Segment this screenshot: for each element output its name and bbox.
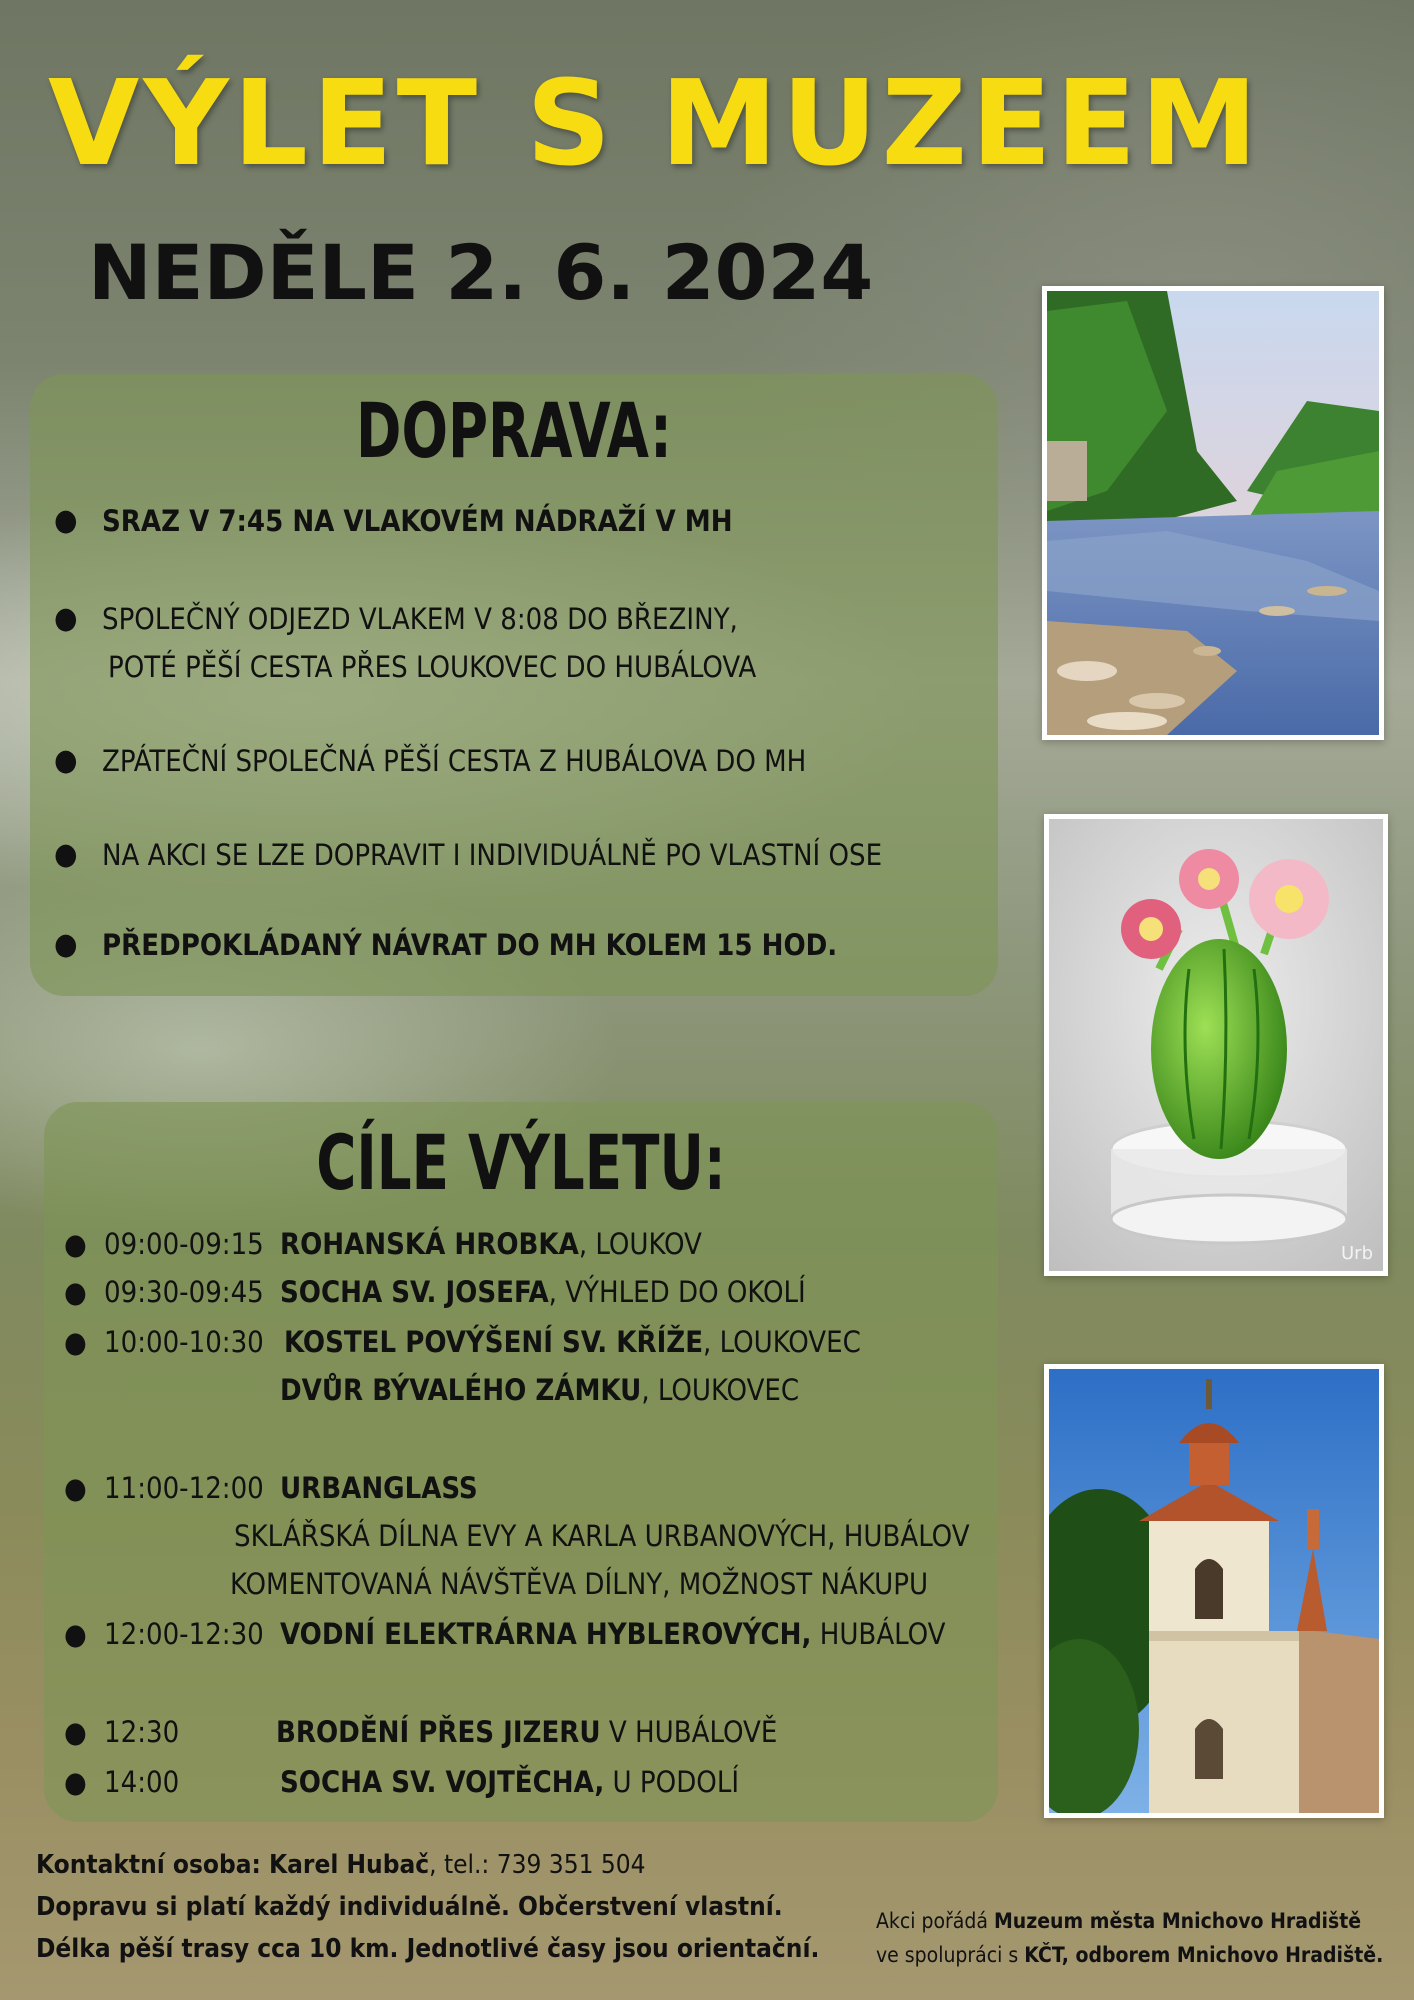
glass-cactus-image [1049,819,1383,1271]
bullet-icon: ● [54,927,78,962]
schedule-row: ● 12:00-12:30 VODNÍ ELEKTRÁRNA HYBLEROVÝCH, HUBÁLOV [64,1610,1004,1658]
urbanglass-note: KOMENTOVANÁ NÁVŠTĚVA DÍLNY, MOŽNOST NÁKUPU [230,1567,929,1601]
schedule-row: ● 12:30 BRODĚNÍ PŘES JIZERU V HUBÁLOVĚ [64,1708,1004,1756]
bullet-icon: ● [54,743,78,778]
bullet-icon: ● [54,503,78,538]
bullet-icon: ● [54,601,78,636]
transport-heading: DOPRAVA: [356,386,672,475]
bullet-icon: ● [64,1275,87,1309]
glass-cactus-photo [1044,814,1388,1276]
bullet-icon: ● [54,837,78,872]
bullet-icon: ● [64,1227,87,1261]
schedule-row: DVŮR BÝVALÉHO ZÁMKU, LOUKOVEC [280,1373,800,1407]
event-date: NEDĚLE 2. 6. 2024 [88,228,874,317]
destinations-heading: CÍLE VÝLETU: [316,1118,726,1207]
bullet-icon: ● [64,1471,87,1505]
church-tower-image [1049,1369,1379,1813]
transport-panel [30,374,998,996]
schedule-row: ● 09:30-09:45 SOCHA SV. JOSEFA, VÝHLED DO OKOLÍ [64,1268,1004,1316]
payment-note: Dopravu si platí každý individuálně. Občerstvení vlastní. [36,1892,783,1922]
urbanglass-note: SKLÁŘSKÁ DÍLNA EVY A KARLA URBANOVÝCH, HUBÁLOV [234,1519,970,1553]
transport-list: ● SRAZ V 7:45 NA VLAKOVÉM NÁDRAŽÍ V MH ● SPOLEČNÝ ODJEZD VLAKEM V 8:08 DO BŘEZINY, POTÉ PĚŠÍ CESTA PŘES LOUKOVEC DO HUBÁLOVA ● ZPÁTEČNÍ SPOLEČNÁ PĚŠÍ CESTA Z HUBÁLOVA DO MH ● NA AKCI SE LZE DOPRAVIT I INDIVIDUÁLNĚ PO VLASTNÍ OSE ● PŘEDPOKLÁDANÝ NÁVRAT DO MH KOLEM 15 HOD. [30,374,998,996]
church-tower-photo [1044,1364,1384,1818]
river-photo [1042,286,1384,740]
schedule-row: ● 14:00 SOCHA SV. VOJTĚCHA, U PODOLÍ [64,1758,1004,1806]
footer-info [36,1844,819,1970]
bullet-icon: ● [64,1325,87,1359]
bullet-icon: ● [64,1765,87,1799]
organizer-line: Akci pořádá Muzeum města Mnichovo Hradiště [876,1909,1362,1933]
bullet-icon: ● [64,1715,87,1749]
signature-icon: Urb [1341,1243,1374,1264]
organizer-info [876,1904,1383,1972]
poster-title: VÝLET S MUZEEM [48,54,1262,192]
contact-line: Kontaktní osoba: Karel Hubač, tel.: 739 351 504 [36,1850,646,1880]
distance-note: Délka pěší trasy cca 10 km. Jednotlivé časy jsou orientační. [36,1934,820,1964]
cooperation-line: ve spolupráci s KČT, odborem Mnichovo Hradiště. [876,1943,1384,1967]
schedule-row: ● 11:00-12:00 URBANGLASS [64,1464,1004,1512]
schedule-row: ● 09:00-09:15 ROHANSKÁ HROBKA, LOUKOV [64,1220,1004,1268]
schedule-row: ● 10:00-10:30 KOSTEL POVÝŠENÍ SV. KŘÍŽE, LOUKOVEC [64,1318,1004,1366]
bullet-icon: ● [64,1617,87,1651]
river-image [1047,291,1379,735]
destinations-panel [44,1102,998,1822]
